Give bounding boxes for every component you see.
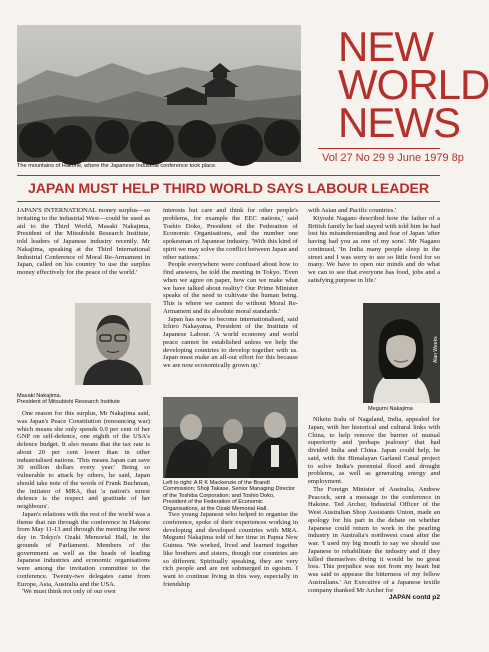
masthead-line-world: WORLD: [338, 61, 489, 108]
column-2-top: [163, 207, 298, 370]
col2-para-1: interests but care and think for other people's problems, for example the EEC nations,' said Toshio Doko, President of the Federation of Economic Organisations, and the number one spokesman of Japanese industry. 'With this kind of spirit we may solve the conflict between Japan and other nations.': [163, 207, 298, 261]
col3-para-1: with Asian and Pacific countries.': [308, 207, 397, 214]
column-3-top: [308, 207, 440, 285]
col3-para-2: Kiyoshi Nagano described how the father of a British family he had stayed with told him he had lost his misunderstanding and fear of Japan 'after having had you as one of my sons'. Mr Nagano continued, 'In India many people sleep in the street and I was sorry to see so little food for so many. We have to open our minds and do what we can to see that everyone has food, jobs and a satisfying purpose in life.': [308, 214, 440, 284]
hakone-landscape-image: [17, 25, 301, 162]
portrait-masaki-nakajima: [75, 303, 151, 385]
masaki-caption-name: Masaki Nakajima,: [17, 393, 62, 399]
column-2-bottom: [163, 511, 298, 589]
megumi-nakajima-photo: [363, 303, 440, 403]
top-photo-caption: The mountains of Hakone, where the Japanese Industrial conference took place.: [17, 163, 217, 169]
group-photo-three-men: [163, 397, 298, 478]
group-photo-caption: Left to right: A R K Mackenzie of the Brandt Commission; Shoji Takase, Senior Managing Director of the Toshiba Corporation; and Toshio Doko, President of the Federation of Economic Organisations, at the Ozaki Memorial Hall.: [163, 480, 296, 512]
masaki-nakajima-photo: [75, 303, 151, 385]
col1-para-4: 'We must think not only of our own: [22, 588, 116, 596]
col2-para-3: Japan has now to become internationalised, said Ichiro Nakayama, President of the Institute of Japanese Labour. 'A world economy and world peace cannot be established unless we help the developing countries to develop together with us. Japan must make an all-out effort for this because we are now economically grown up.': [163, 315, 298, 369]
col1-para-2: One reason for this surplus, Mr Nakajima said, was Japan's Peace Constitution (renouncing war) which means she only spends 0.9 per cent of her GNP on self-defence, one eighth of the USA's defence budget. It also means that the tax rate is about 20 per cent lower than in other industrialised nations. 'This means Japan can save 30 million dollars every year.' Being so vulnerable to attack by others, he said, Japan should take note of the words of Frank Buchman, the initiator of MRA, that 'a nation's surest defence is the respect and gratitude of her neighbours'.: [17, 410, 150, 510]
masthead-line-news: NEWS: [338, 99, 460, 146]
col2-para-4: Two young Japanese who helped to organise the conference, spoke of their experiences working in developing and developed countries with MRA. Megumi Nakajima told of her time in Papua New Guinea. 'We worked, lived and learned together like brothers and sisters, though our countries are so different. Spiritually speaking, they are very rich people and are not submerged in egoism. I want to continue living in this way, especially in friendship: [163, 511, 298, 588]
col2-para-2: People everywhere were confused about how to find answers, he told the meeting in Tokyo. 'Even when we agree on paper, how can we make what we have talked about reality? Our Prime Minister speaks of the need to cultivate the human being. This is where we cannot do without Moral Re-Armament and its absolute moral standards.': [163, 261, 298, 315]
hakone-mountains-photo: [17, 25, 301, 162]
column-1-top: [17, 207, 150, 277]
continued-link[interactable]: JAPAN contd p2: [388, 594, 440, 602]
headline-rule-top: [17, 175, 440, 176]
masthead-rule-top: [318, 148, 440, 149]
ozaki-hall-group-photo: [163, 397, 298, 478]
masthead-title: [338, 23, 489, 146]
col3-para-3: Niketu Iralu of Nagaland, India, appealed for Japan, with her historical and cultural links with China, to help remove the barrier of mutual superiority and 'perhaps jealousy' that had divided India and China. Japan could help, he said, with the Himalayan Garland Canal project to solve India's perennial flood and drought problems, as well as generating energy and employment.: [308, 416, 440, 485]
photo-credit: Alan Weeks: [433, 336, 439, 363]
headline-rule-bottom: [17, 201, 440, 202]
masaki-photo-caption: [17, 393, 157, 406]
issue-line: Vol 27 No 29 9 June 1979 8p: [322, 152, 464, 164]
col1-para-1: JAPAN'S INTERNATIONAL money surplus—so irritating to the industrial West—could be used as aid to the Third World, Masaki Nakajima, President of the Mitsubishi Research Institute, told leaders of Japanese industry recently. Mr Nakajima, speaking at the Third International Industrial Conference of Moral Re-Armament in Japan, called on his country 'to use the surplus money effectively for the peace of the world.': [17, 207, 150, 276]
megumi-photo-caption: Megumi Nakajima: [368, 406, 413, 412]
column-1-bottom: [17, 410, 150, 596]
main-headline: JAPAN MUST HELP THIRD WORLD SAYS LABOUR LEADER: [27, 181, 430, 197]
masaki-caption-title: President of Mitsubishi Research Institute: [17, 399, 120, 406]
masthead-line-new: NEW: [338, 23, 433, 70]
column-3-bottom: [308, 416, 440, 602]
col1-para-3: Japan's relations with the rest of the world was a theme that ran through the conference in Hakone from May 11-13 and through the meeting the next day in Tokyo's Ozaki Memorial Hall, in the grounds of Parliament. Members of the government as well as the heads of leading Japanese industries and economic organisations were among the invitation committee to the conference. Twenty-two delegates came from Europe, Asia, Australia and the USA.: [17, 510, 150, 588]
portrait-megumi-nakajima: [363, 303, 440, 403]
col3-para-4: The Foreign Minister of Australia, Andrew Peacock, sent a message to the conference in Hakone. Ted Archer, Industrial Officer of the West Australian Shop Assistants Union, made an apology for his part in the debate on whether Japanese could return to work in the pearling industry in Australia's northwest coast after the war. 'I used my big mouth to say we should use Japanese to rehabilitate the industry and if they killed themselves diving it would be no great loss. This prejudice was not from my heart but was said to appease the bitterness of my fellow Australians.' An Executive of a Japanese textile company thanked Mr Archer for: [308, 485, 440, 594]
